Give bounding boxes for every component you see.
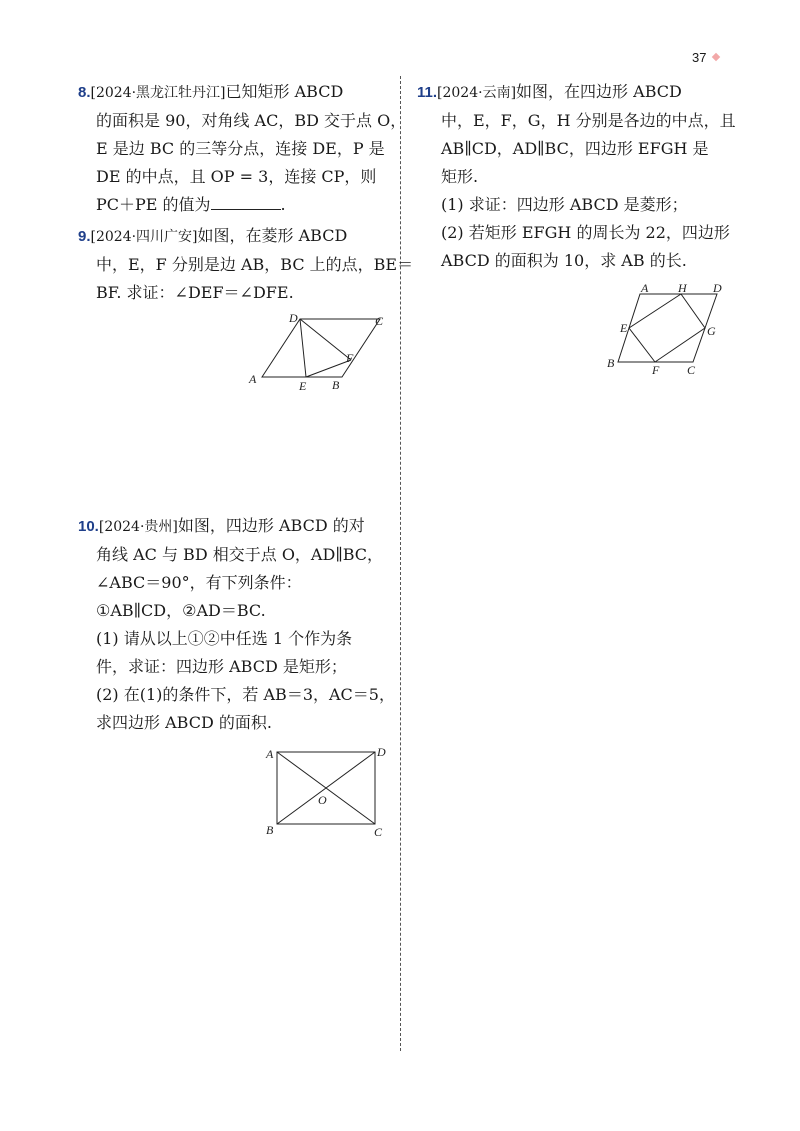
label-h: H	[678, 281, 687, 295]
label-c: C	[375, 314, 384, 328]
label-f: F	[346, 351, 354, 365]
page-number: 37	[692, 50, 707, 65]
label-a: A	[249, 372, 257, 386]
label-b: B	[266, 823, 274, 837]
rhombus-rectangle-figure-q11	[605, 278, 735, 380]
question-text: 如图，四边形 ABCD 的对	[177, 516, 365, 535]
question-text: .	[280, 195, 286, 214]
rhombus-abcd	[262, 319, 380, 377]
question-text: 中，E，F，G，H 分别是各边的中点，且	[441, 111, 736, 130]
question-text: DE 的中点，且 OP = 3，连接 CP，则	[96, 167, 377, 186]
question-text: 的面积是 90，对角线 AC，BD 交于点 O，	[96, 111, 407, 130]
question-text: 中，E，F 分别是边 AB，BC 上的点，BE＝	[96, 255, 414, 274]
question-text: 求四边形 ABCD 的面积.	[96, 713, 272, 732]
question-number: 11.	[417, 84, 438, 101]
label-e: E	[299, 379, 307, 393]
question-text: 件，求证：四边形 ABCD 是矩形；	[96, 657, 347, 676]
question-text: AB∥CD，AD∥BC，四边形 EFGH 是	[441, 139, 709, 158]
question-source: [2024·云南]	[437, 85, 517, 101]
question-text: 如图，在菱形 ABCD	[197, 226, 348, 245]
label-o: O	[318, 793, 327, 807]
label-g: G	[707, 324, 716, 338]
question-text: (1) 求证：四边形 ABCD 是菱形；	[441, 195, 688, 214]
question-text: 矩形.	[441, 167, 479, 186]
question-source: [2024·四川广安]	[90, 229, 198, 245]
page-number-ornament	[712, 53, 720, 61]
label-d: D	[377, 745, 386, 759]
question-text: ABCD 的面积为 10，求 AB 的长.	[441, 251, 687, 270]
question-source: [2024·黑龙江牡丹江]	[90, 85, 226, 101]
question-text: PC＋PE 的值为	[96, 195, 211, 214]
rectangle-efgh	[629, 294, 705, 362]
rhombus-figure-q9	[240, 305, 400, 400]
question-text: 已知矩形 ABCD	[225, 82, 344, 101]
segment-df	[300, 319, 351, 360]
label-a: A	[641, 281, 649, 295]
answer-blank	[211, 193, 281, 210]
label-a: A	[266, 747, 274, 761]
rhombus-abcd	[618, 294, 717, 362]
question-text: 如图，在四边形 ABCD	[516, 82, 682, 101]
label-d: D	[289, 311, 298, 325]
label-b: B	[607, 356, 615, 370]
question-text: ∠ABC＝90°，有下列条件：	[96, 573, 302, 592]
label-b: B	[332, 378, 340, 392]
question-text: BF. 求证：∠DEF＝∠DFE.	[96, 283, 294, 302]
label-d: D	[713, 281, 722, 295]
label-f: F	[652, 363, 660, 377]
question-number: 9.	[78, 228, 91, 245]
label-c: C	[687, 363, 696, 377]
question-text: E 是边 BC 的三等分点，连接 DE，P 是	[96, 139, 385, 158]
label-c: C	[374, 825, 383, 839]
question-source: [2024·贵州]	[98, 519, 178, 535]
question-text: 角线 AC 与 BD 相交于点 O，AD∥BC，	[96, 545, 384, 564]
question-11	[417, 78, 736, 275]
question-9	[78, 222, 413, 307]
question-text: ①AB∥CD，②AD＝BC.	[96, 601, 266, 620]
segment-de	[300, 319, 306, 377]
rectangle-figure-q10	[262, 742, 392, 842]
question-10	[78, 512, 395, 737]
question-8	[78, 78, 406, 219]
question-text: (1) 请从以上①②中任选 1 个作为条	[96, 629, 353, 648]
question-text: (2) 在(1)的条件下，若 AB＝3，AC＝5，	[96, 685, 395, 704]
question-number: 8.	[78, 84, 91, 101]
question-number: 10.	[78, 518, 99, 535]
label-e: E	[620, 321, 628, 335]
question-text: (2) 若矩形 EFGH 的周长为 22，四边形	[441, 223, 730, 242]
